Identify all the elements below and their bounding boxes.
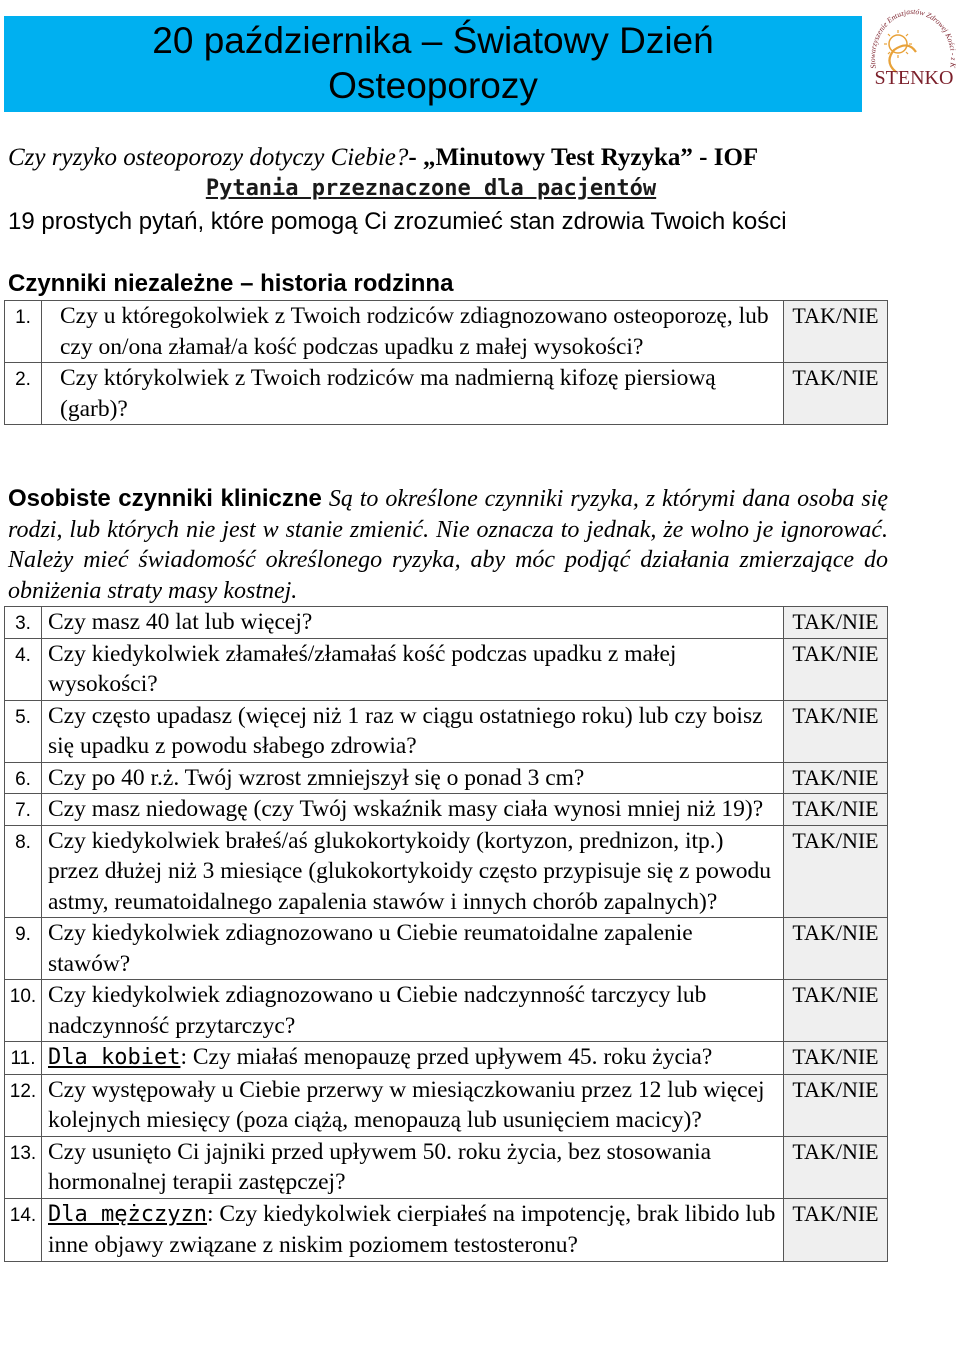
question-row: [5, 638, 888, 700]
answer-option[interactable]: TAK/NIE: [784, 301, 888, 363]
answer-option[interactable]: TAK/NIE: [784, 825, 888, 918]
question-text-cell: [42, 980, 784, 1042]
question-number: 8.: [5, 825, 42, 918]
question-text: Czy masz 40 lat lub więcej?: [48, 609, 313, 635]
question-number: 13.: [5, 1136, 42, 1198]
question-text-cell: [42, 1074, 784, 1136]
section2-intro: [8, 484, 888, 606]
svg-text:Stowarzyszenie Entuzjastów Zdr: [864, 2, 958, 69]
question-text: Czy usunięto Ci jajniki przed upływem 50. roku życia, bez stosowania hormonalnej terapii zastępczej?: [48, 1138, 712, 1195]
question-row: [5, 762, 888, 794]
question-number: 6.: [5, 762, 42, 794]
question-text-cell: [42, 1198, 784, 1261]
question-number: 11.: [5, 1042, 42, 1075]
section2-description: Są to określone czynniki ryzyka, z którymi dana osoba się rodzi, lub których nie jest w stanie zmienić. Nie oznacza to jednak, że wolno je ignorować. Należy mieć świadomość określonego ryzyka, aby móc podjąć działania zmierzające do obniżenia straty masy kostnej.: [8, 486, 889, 604]
question-number: 2.: [5, 363, 42, 425]
question-text: Czy kiedykolwiek złamałeś/złamałaś kość podczas upadku z małej wysokości?: [48, 640, 677, 697]
question-number: 1.: [5, 301, 42, 363]
question-text-cell: [42, 700, 784, 762]
answer-option[interactable]: TAK/NIE: [784, 363, 888, 425]
stenko-logo: [864, 2, 960, 122]
section2-questions-table: [4, 606, 888, 1262]
question-text-cell: [42, 762, 784, 794]
question-number: 12.: [5, 1074, 42, 1136]
answer-option[interactable]: TAK/NIE: [784, 638, 888, 700]
page-title-line2: Osteoporozy: [328, 65, 538, 106]
question-text: Czy którykolwiek z Twoich rodziców ma nadmierną kifozę piersiową (garb)?: [42, 363, 784, 425]
page-title-line1: 20 października – Światowy Dzień: [152, 20, 714, 61]
question-text: : Czy miałaś menopauzę przed upływem 45. roku życia?: [180, 1044, 713, 1070]
answer-option[interactable]: TAK/NIE: [784, 607, 888, 639]
answer-option[interactable]: TAK/NIE: [784, 1136, 888, 1198]
question-number: 5.: [5, 700, 42, 762]
answer-option[interactable]: TAK/NIE: [784, 1042, 888, 1075]
intro-test-name: - „Minutowy Test Ryzyka” - IOF: [408, 144, 759, 171]
question-row: [5, 363, 888, 425]
section2-heading: Osobiste czynniki kliniczne: [8, 485, 322, 512]
answer-option[interactable]: TAK/NIE: [784, 918, 888, 980]
intro-question-line: [8, 144, 758, 172]
question-row: [5, 1136, 888, 1198]
answer-option[interactable]: TAK/NIE: [784, 1198, 888, 1261]
answer-option[interactable]: TAK/NIE: [784, 794, 888, 826]
question-text-cell: [42, 607, 784, 639]
answer-option[interactable]: TAK/NIE: [784, 762, 888, 794]
question-audience-prefix: Dla mężczyzn: [48, 1201, 207, 1227]
question-row: [5, 1198, 888, 1261]
section1-heading: Czynniki niezależne – historia rodzinna: [8, 270, 454, 297]
question-row: [5, 825, 888, 918]
logo-inner-text: STENKO: [874, 67, 954, 89]
question-number: 4.: [5, 638, 42, 700]
question-text: Czy masz niedowagę (czy Twój wskaźnik masy ciała wynosi mniej niż 19)?: [48, 796, 764, 822]
question-row: [5, 794, 888, 826]
question-row: [5, 918, 888, 980]
answer-option[interactable]: TAK/NIE: [784, 1074, 888, 1136]
answer-option[interactable]: TAK/NIE: [784, 700, 888, 762]
question-text-cell: [42, 918, 784, 980]
question-row: [5, 1042, 888, 1075]
question-number: 14.: [5, 1198, 42, 1261]
intro-question: Czy ryzyko osteoporozy dotyczy Ciebie?: [8, 144, 409, 171]
question-row: [5, 1074, 888, 1136]
question-number: 10.: [5, 980, 42, 1042]
question-row: [5, 607, 888, 639]
question-number: 9.: [5, 918, 42, 980]
question-text: Czy występowały u Ciebie przerwy w miesiączkowaniu przez 12 lub więcej kolejnych miesięcy (poza ciążą, menopauzą lub usunięciem macicy)?: [48, 1076, 765, 1133]
intro-description: 19 prostych pytań, które pomogą Ci zrozumieć stan zdrowia Twoich kości: [8, 208, 787, 235]
question-text-cell: [42, 794, 784, 826]
question-number: 7.: [5, 794, 42, 826]
intro-audience: Pytania przeznaczone dla pacjentów: [205, 176, 657, 201]
question-audience-prefix: Dla kobiet: [48, 1045, 181, 1070]
title-banner: [4, 16, 862, 112]
question-text: Czy kiedykolwiek zdiagnozowano u Ciebie nadczynność tarczycy lub nadczynność przytarczyc?: [48, 982, 707, 1039]
question-text-cell: [42, 1042, 784, 1075]
logo-arc-text: Stowarzyszenie Entuzjastów Zdrowej Kości - z K: [867, 6, 959, 70]
section1-questions-table: [4, 300, 888, 425]
question-number: 3.: [5, 607, 42, 639]
question-row: [5, 301, 888, 363]
question-text: Czy po 40 r.ż. Twój wzrost zmniejszył się o ponad 3 cm?: [48, 764, 585, 791]
question-text: Czy kiedykolwiek zdiagnozowano u Ciebie reumatoidalne zapalenie stawów?: [48, 920, 693, 977]
question-text: Czy kiedykolwiek brałeś/aś glukokortykoidy (kortyzon, prednizon, itp.) przez dłużej niż 3 miesiące (glukokortykoidy często przypisuje się z powodu astmy, reumatoidalnego zapalenia stawów i innych chorób zapalnych)?: [48, 827, 772, 915]
question-text: Czy często upadasz (więcej niż 1 raz w ciągu ostatniego roku) lub czy boisz się upadku z powodu słabego zdrowia?: [48, 702, 763, 759]
question-text-cell: [42, 638, 784, 700]
question-row: [5, 980, 888, 1042]
question-text: Czy u któregokolwiek z Twoich rodziców zdiagnozowano osteoporozę, lub czy on/ona złamał/a kość podczas upadku z małej wysokości?: [42, 301, 784, 363]
answer-option[interactable]: TAK/NIE: [784, 980, 888, 1042]
question-text-cell: [42, 825, 784, 918]
question-text: : Czy kiedykolwiek cierpiałeś na impotencję, brak libido lub inne objawy związane z niskim poziomem testosteronu?: [48, 1200, 776, 1258]
question-text-cell: [42, 1136, 784, 1198]
question-row: [5, 700, 888, 762]
